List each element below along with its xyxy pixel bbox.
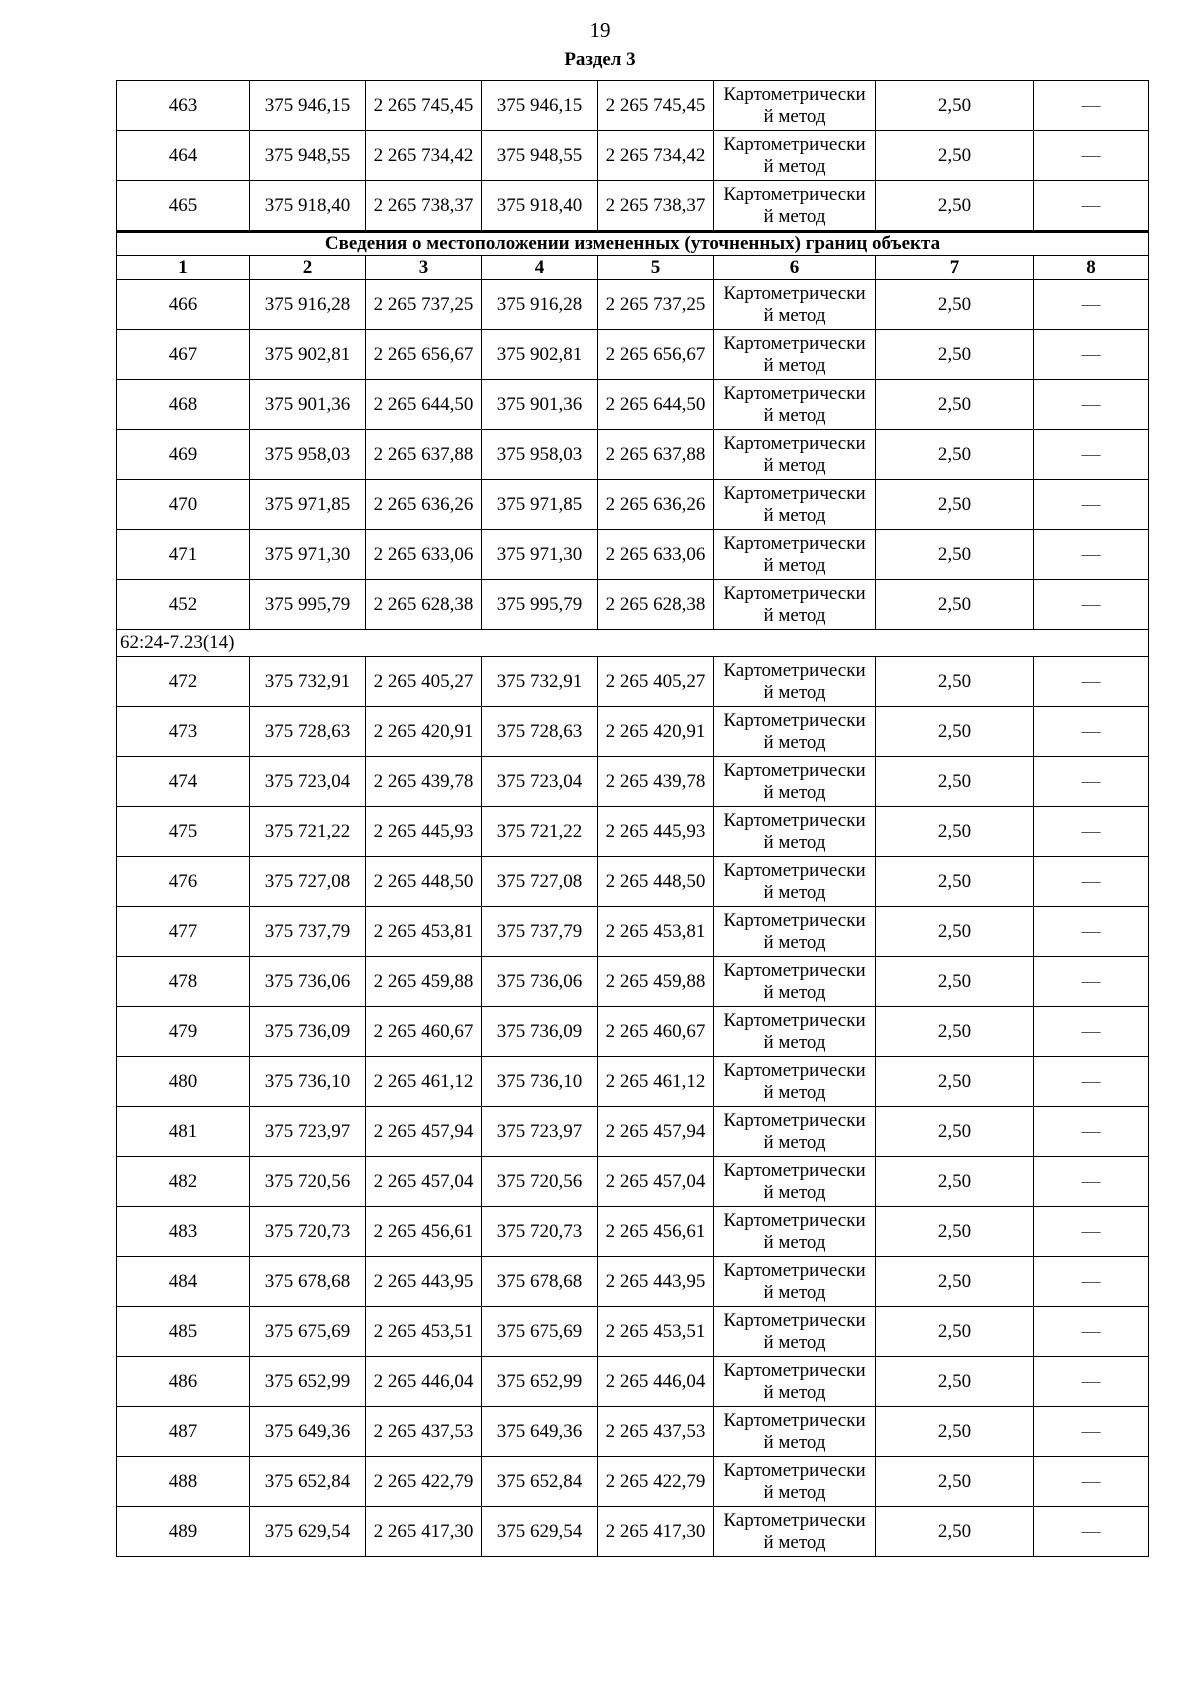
x-old-cell: 375 723,04 (250, 757, 366, 807)
x-new-cell: 375 918,40 (482, 181, 598, 232)
x-old-cell: 375 901,36 (250, 380, 366, 430)
point-number-cell: 481 (117, 1107, 250, 1157)
y-old-cell: 2 265 417,30 (366, 1507, 482, 1557)
method-cell: Картометрически й метод (714, 430, 876, 480)
x-new-cell: 375 652,99 (482, 1357, 598, 1407)
point-number-cell: 472 (117, 657, 250, 707)
point-number-cell: 477 (117, 907, 250, 957)
table-row (117, 1307, 1149, 1357)
y-old-cell: 2 265 738,37 (366, 181, 482, 232)
table-row (117, 807, 1149, 857)
method-cell: Картометрически й метод (714, 757, 876, 807)
accuracy-cell: 2,50 (876, 1057, 1034, 1107)
accuracy-cell: 2,50 (876, 380, 1034, 430)
x-new-cell: 375 721,22 (482, 807, 598, 857)
y-new-cell: 2 265 636,26 (598, 480, 714, 530)
table-row (117, 131, 1149, 181)
note-cell: — (1034, 1507, 1149, 1557)
y-old-cell: 2 265 644,50 (366, 380, 482, 430)
accuracy-cell: 2,50 (876, 1207, 1034, 1257)
y-old-cell: 2 265 459,88 (366, 957, 482, 1007)
table-body-top (117, 81, 1149, 232)
x-new-cell: 375 728,63 (482, 707, 598, 757)
y-old-cell: 2 265 628,38 (366, 580, 482, 630)
point-number-cell: 473 (117, 707, 250, 757)
y-new-cell: 2 265 745,45 (598, 81, 714, 131)
y-old-cell: 2 265 437,53 (366, 1407, 482, 1457)
x-old-cell: 375 720,56 (250, 1157, 366, 1207)
note-cell: — (1034, 1307, 1149, 1357)
section-title: Раздел 3 (564, 49, 636, 70)
table-row (117, 757, 1149, 807)
x-new-cell: 375 652,84 (482, 1457, 598, 1507)
method-cell: Картометрически й метод (714, 1107, 876, 1157)
table-row (117, 957, 1149, 1007)
note-cell: — (1034, 181, 1149, 232)
y-new-cell: 2 265 460,67 (598, 1007, 714, 1057)
x-old-cell: 375 629,54 (250, 1507, 366, 1557)
x-old-cell: 375 732,91 (250, 657, 366, 707)
point-number-cell: 478 (117, 957, 250, 1007)
x-old-cell: 375 652,99 (250, 1357, 366, 1407)
method-cell: Картометрически й метод (714, 580, 876, 630)
x-new-cell: 375 737,79 (482, 907, 598, 957)
y-old-cell: 2 265 461,12 (366, 1057, 482, 1107)
note-cell: — (1034, 1007, 1149, 1057)
y-old-cell: 2 265 422,79 (366, 1457, 482, 1507)
table-body-bottom (117, 657, 1149, 1557)
x-old-cell: 375 971,85 (250, 480, 366, 530)
x-new-cell: 375 720,73 (482, 1207, 598, 1257)
note-cell: — (1034, 1107, 1149, 1157)
note-cell: — (1034, 380, 1149, 430)
y-old-cell: 2 265 456,61 (366, 1207, 482, 1257)
x-old-cell: 375 736,09 (250, 1007, 366, 1057)
column-number: 8 (1034, 256, 1149, 280)
note-cell: — (1034, 1057, 1149, 1107)
group-label-row (117, 630, 1149, 657)
column-number: 4 (482, 256, 598, 280)
point-number-cell: 480 (117, 1057, 250, 1107)
x-old-cell: 375 946,15 (250, 81, 366, 131)
method-cell: Картометрически й метод (714, 907, 876, 957)
y-old-cell: 2 265 453,81 (366, 907, 482, 957)
y-new-cell: 2 265 633,06 (598, 530, 714, 580)
x-old-cell: 375 728,63 (250, 707, 366, 757)
y-old-cell: 2 265 439,78 (366, 757, 482, 807)
y-old-cell: 2 265 457,94 (366, 1107, 482, 1157)
y-old-cell: 2 265 656,67 (366, 330, 482, 380)
column-numbers-row (117, 256, 1149, 280)
x-old-cell: 375 723,97 (250, 1107, 366, 1157)
y-new-cell: 2 265 439,78 (598, 757, 714, 807)
table-row (117, 707, 1149, 757)
method-cell: Картометрически й метод (714, 1207, 876, 1257)
y-old-cell: 2 265 453,51 (366, 1307, 482, 1357)
note-cell: — (1034, 957, 1149, 1007)
y-new-cell: 2 265 453,51 (598, 1307, 714, 1357)
y-old-cell: 2 265 737,25 (366, 280, 482, 330)
table-row (117, 1457, 1149, 1507)
note-cell: — (1034, 1207, 1149, 1257)
x-old-cell: 375 736,10 (250, 1057, 366, 1107)
column-number: 7 (876, 256, 1034, 280)
method-cell: Картометрически й метод (714, 81, 876, 131)
accuracy-cell: 2,50 (876, 1107, 1034, 1157)
x-old-cell: 375 721,22 (250, 807, 366, 857)
y-new-cell: 2 265 461,12 (598, 1057, 714, 1107)
table-row (117, 907, 1149, 957)
x-new-cell: 375 736,10 (482, 1057, 598, 1107)
accuracy-cell: 2,50 (876, 1307, 1034, 1357)
method-cell: Картометрически й метод (714, 131, 876, 181)
x-new-cell: 375 678,68 (482, 1257, 598, 1307)
point-number-cell: 470 (117, 480, 250, 530)
accuracy-cell: 2,50 (876, 1257, 1034, 1307)
subsection-title: Сведения о местоположении измененных (уточненных) границ объекта (117, 232, 1149, 256)
point-number-cell: 465 (117, 181, 250, 232)
table-body-mid (117, 280, 1149, 630)
method-cell: Картометрически й метод (714, 957, 876, 1007)
y-old-cell: 2 265 636,26 (366, 480, 482, 530)
x-new-cell: 375 723,04 (482, 757, 598, 807)
accuracy-cell: 2,50 (876, 131, 1034, 181)
note-cell: — (1034, 757, 1149, 807)
y-old-cell: 2 265 460,67 (366, 1007, 482, 1057)
x-new-cell: 375 723,97 (482, 1107, 598, 1157)
note-cell: — (1034, 657, 1149, 707)
note-cell: — (1034, 131, 1149, 181)
y-new-cell: 2 265 417,30 (598, 1507, 714, 1557)
point-number-cell: 474 (117, 757, 250, 807)
x-old-cell: 375 727,08 (250, 857, 366, 907)
accuracy-cell: 2,50 (876, 1157, 1034, 1207)
method-cell: Картометрически й метод (714, 480, 876, 530)
x-new-cell: 375 727,08 (482, 857, 598, 907)
x-new-cell: 375 971,85 (482, 480, 598, 530)
method-cell: Картометрически й метод (714, 380, 876, 430)
table-row (117, 280, 1149, 330)
x-new-cell: 375 720,56 (482, 1157, 598, 1207)
method-cell: Картометрически й метод (714, 280, 876, 330)
y-new-cell: 2 265 457,94 (598, 1107, 714, 1157)
group-label: 62:24-7.23(14) (117, 630, 1149, 657)
table-row (117, 1357, 1149, 1407)
note-cell: — (1034, 807, 1149, 857)
column-number: 5 (598, 256, 714, 280)
method-cell: Картометрически й метод (714, 1057, 876, 1107)
y-old-cell: 2 265 734,42 (366, 131, 482, 181)
point-number-cell: 467 (117, 330, 250, 380)
column-number: 2 (250, 256, 366, 280)
y-new-cell: 2 265 445,93 (598, 807, 714, 857)
method-cell: Картометрически й метод (714, 181, 876, 232)
y-old-cell: 2 265 420,91 (366, 707, 482, 757)
x-old-cell: 375 995,79 (250, 580, 366, 630)
table-row (117, 1507, 1149, 1557)
note-cell: — (1034, 1257, 1149, 1307)
point-number-cell: 476 (117, 857, 250, 907)
y-new-cell: 2 265 443,95 (598, 1257, 714, 1307)
point-number-cell: 463 (117, 81, 250, 131)
method-cell: Картометрически й метод (714, 1307, 876, 1357)
y-new-cell: 2 265 644,50 (598, 380, 714, 430)
x-old-cell: 375 948,55 (250, 131, 366, 181)
point-number-cell: 483 (117, 1207, 250, 1257)
point-number-cell: 466 (117, 280, 250, 330)
x-new-cell: 375 902,81 (482, 330, 598, 380)
accuracy-cell: 2,50 (876, 430, 1034, 480)
table-row (117, 330, 1149, 380)
x-new-cell: 375 736,09 (482, 1007, 598, 1057)
y-old-cell: 2 265 448,50 (366, 857, 482, 907)
y-old-cell: 2 265 445,93 (366, 807, 482, 857)
x-old-cell: 375 971,30 (250, 530, 366, 580)
table-row (117, 580, 1149, 630)
x-new-cell: 375 649,36 (482, 1407, 598, 1457)
table-row (117, 81, 1149, 131)
y-new-cell: 2 265 446,04 (598, 1357, 714, 1407)
x-new-cell: 375 946,15 (482, 81, 598, 131)
table-row (117, 1157, 1149, 1207)
note-cell: — (1034, 707, 1149, 757)
x-old-cell: 375 958,03 (250, 430, 366, 480)
method-cell: Картометрически й метод (714, 707, 876, 757)
accuracy-cell: 2,50 (876, 480, 1034, 530)
table-row (117, 1407, 1149, 1457)
note-cell: — (1034, 1357, 1149, 1407)
x-new-cell: 375 901,36 (482, 380, 598, 430)
note-cell: — (1034, 857, 1149, 907)
note-cell: — (1034, 1407, 1149, 1457)
x-new-cell: 375 971,30 (482, 530, 598, 580)
y-new-cell: 2 265 734,42 (598, 131, 714, 181)
y-old-cell: 2 265 637,88 (366, 430, 482, 480)
y-new-cell: 2 265 448,50 (598, 857, 714, 907)
method-cell: Картометрически й метод (714, 857, 876, 907)
table-row (117, 181, 1149, 232)
table-row (117, 1207, 1149, 1257)
x-new-cell: 375 736,06 (482, 957, 598, 1007)
table-row (117, 657, 1149, 707)
point-number-cell: 486 (117, 1357, 250, 1407)
point-number-cell: 464 (117, 131, 250, 181)
table-row (117, 857, 1149, 907)
x-old-cell: 375 916,28 (250, 280, 366, 330)
y-old-cell: 2 265 633,06 (366, 530, 482, 580)
point-number-cell: 482 (117, 1157, 250, 1207)
note-cell: — (1034, 907, 1149, 957)
y-old-cell: 2 265 745,45 (366, 81, 482, 131)
point-number-cell: 479 (117, 1007, 250, 1057)
x-new-cell: 375 995,79 (482, 580, 598, 630)
method-cell: Картометрически й метод (714, 330, 876, 380)
x-new-cell: 375 916,28 (482, 280, 598, 330)
accuracy-cell: 2,50 (876, 530, 1034, 580)
note-cell: — (1034, 280, 1149, 330)
y-new-cell: 2 265 437,53 (598, 1407, 714, 1457)
page-number: 19 (589, 18, 611, 42)
accuracy-cell: 2,50 (876, 330, 1034, 380)
x-old-cell: 375 736,06 (250, 957, 366, 1007)
method-cell: Картометрически й метод (714, 1357, 876, 1407)
y-new-cell: 2 265 738,37 (598, 181, 714, 232)
accuracy-cell: 2,50 (876, 1407, 1034, 1457)
note-cell: — (1034, 430, 1149, 480)
method-cell: Картометрически й метод (714, 1507, 876, 1557)
table-row (117, 480, 1149, 530)
point-number-cell: 468 (117, 380, 250, 430)
accuracy-cell: 2,50 (876, 1357, 1034, 1407)
point-number-cell: 485 (117, 1307, 250, 1357)
x-new-cell: 375 958,03 (482, 430, 598, 480)
note-cell: — (1034, 330, 1149, 380)
accuracy-cell: 2,50 (876, 957, 1034, 1007)
y-new-cell: 2 265 459,88 (598, 957, 714, 1007)
method-cell: Картометрически й метод (714, 1157, 876, 1207)
x-old-cell: 375 720,73 (250, 1207, 366, 1257)
note-cell: — (1034, 580, 1149, 630)
x-new-cell: 375 732,91 (482, 657, 598, 707)
y-new-cell: 2 265 457,04 (598, 1157, 714, 1207)
method-cell: Картометрически й метод (714, 807, 876, 857)
table-row (117, 530, 1149, 580)
y-new-cell: 2 265 637,88 (598, 430, 714, 480)
method-cell: Картометрически й метод (714, 1407, 876, 1457)
point-number-cell: 475 (117, 807, 250, 857)
accuracy-cell: 2,50 (876, 181, 1034, 232)
accuracy-cell: 2,50 (876, 1457, 1034, 1507)
method-cell: Картометрически й метод (714, 1007, 876, 1057)
group-label-section (117, 630, 1149, 657)
y-new-cell: 2 265 422,79 (598, 1457, 714, 1507)
y-new-cell: 2 265 453,81 (598, 907, 714, 957)
point-number-cell: 489 (117, 1507, 250, 1557)
column-number: 1 (117, 256, 250, 280)
accuracy-cell: 2,50 (876, 857, 1034, 907)
x-old-cell: 375 737,79 (250, 907, 366, 957)
y-old-cell: 2 265 443,95 (366, 1257, 482, 1307)
point-number-cell: 471 (117, 530, 250, 580)
accuracy-cell: 2,50 (876, 1007, 1034, 1057)
table-row (117, 1007, 1149, 1057)
accuracy-cell: 2,50 (876, 757, 1034, 807)
note-cell: — (1034, 530, 1149, 580)
x-new-cell: 375 948,55 (482, 131, 598, 181)
point-number-cell: 469 (117, 430, 250, 480)
y-old-cell: 2 265 446,04 (366, 1357, 482, 1407)
method-cell: Картометрически й метод (714, 1457, 876, 1507)
method-cell: Картометрически й метод (714, 657, 876, 707)
point-number-cell: 487 (117, 1407, 250, 1457)
accuracy-cell: 2,50 (876, 707, 1034, 757)
subsection-title-row (117, 232, 1149, 256)
x-new-cell: 375 629,54 (482, 1507, 598, 1557)
x-new-cell: 375 675,69 (482, 1307, 598, 1357)
accuracy-cell: 2,50 (876, 907, 1034, 957)
table-row (117, 1057, 1149, 1107)
method-cell: Картометрически й метод (714, 530, 876, 580)
point-number-cell: 452 (117, 580, 250, 630)
x-old-cell: 375 652,84 (250, 1457, 366, 1507)
accuracy-cell: 2,50 (876, 81, 1034, 131)
y-new-cell: 2 265 628,38 (598, 580, 714, 630)
y-new-cell: 2 265 737,25 (598, 280, 714, 330)
accuracy-cell: 2,50 (876, 280, 1034, 330)
table-row (117, 430, 1149, 480)
coordinates-table (116, 80, 1149, 1557)
y-new-cell: 2 265 456,61 (598, 1207, 714, 1257)
method-cell: Картометрически й метод (714, 1257, 876, 1307)
x-old-cell: 375 678,68 (250, 1257, 366, 1307)
accuracy-cell: 2,50 (876, 657, 1034, 707)
accuracy-cell: 2,50 (876, 1507, 1034, 1557)
table-subsection-header (117, 232, 1149, 280)
y-new-cell: 2 265 420,91 (598, 707, 714, 757)
x-old-cell: 375 902,81 (250, 330, 366, 380)
x-old-cell: 375 918,40 (250, 181, 366, 232)
note-cell: — (1034, 81, 1149, 131)
accuracy-cell: 2,50 (876, 580, 1034, 630)
x-old-cell: 375 675,69 (250, 1307, 366, 1357)
y-old-cell: 2 265 405,27 (366, 657, 482, 707)
y-old-cell: 2 265 457,04 (366, 1157, 482, 1207)
y-new-cell: 2 265 405,27 (598, 657, 714, 707)
note-cell: — (1034, 480, 1149, 530)
note-cell: — (1034, 1157, 1149, 1207)
table-row (117, 1107, 1149, 1157)
table-row (117, 380, 1149, 430)
table-row (117, 1257, 1149, 1307)
accuracy-cell: 2,50 (876, 807, 1034, 857)
point-number-cell: 488 (117, 1457, 250, 1507)
x-old-cell: 375 649,36 (250, 1407, 366, 1457)
point-number-cell: 484 (117, 1257, 250, 1307)
column-number: 6 (714, 256, 876, 280)
y-new-cell: 2 265 656,67 (598, 330, 714, 380)
column-number: 3 (366, 256, 482, 280)
note-cell: — (1034, 1457, 1149, 1507)
